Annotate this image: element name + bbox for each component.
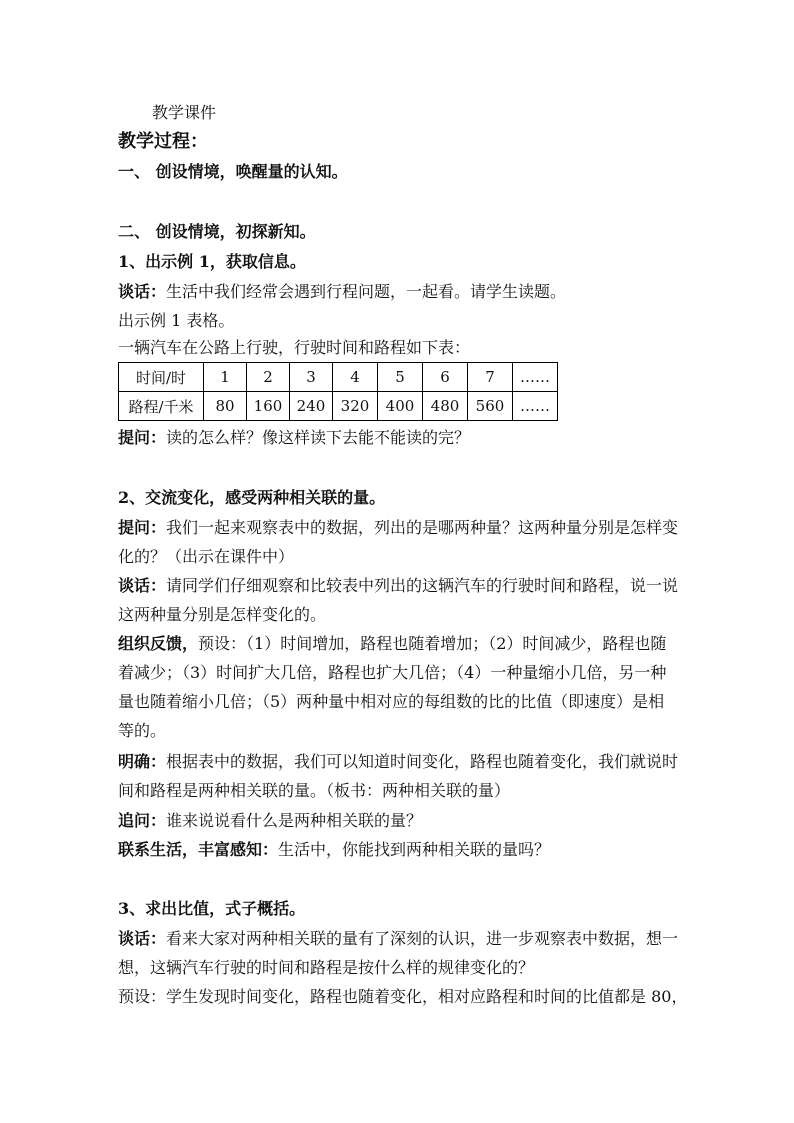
feedback-text: 预设：（1）时间增加，路程也随着增加；（2）时间减少，路程也随: [198, 634, 667, 653]
table-row: [119, 392, 558, 421]
talk-text: 看来大家对两种相关联的量有了深刻的认识，进一步观察表中数据，想一: [166, 929, 679, 948]
clarify-text: 根据表中的数据，我们可以知道时间变化，路程也随着变化，我们就说时: [166, 752, 679, 771]
followup-label: 追问：: [118, 811, 167, 830]
show-table-text: 出示例 1 表格。: [118, 311, 235, 330]
talk-paragraph-2-line-1: [118, 576, 678, 596]
talk-paragraph-3-line-1: [118, 929, 678, 949]
talk-label: 谈话：: [118, 929, 167, 948]
question-text: 读的怎么样？像这样读下去能不能读的完？: [166, 428, 471, 447]
talk-paragraph-2-line-2: 这两种量分别是怎样变化的。: [118, 605, 327, 624]
ask-paragraph-line-2: 化的？（出示在课件中）: [118, 547, 295, 566]
table-cell-ellipsis: ……: [513, 392, 558, 421]
table-cell: 240: [290, 392, 333, 421]
ask-text: 我们一起来观察表中的数据，列出的是哪两种量？这两种量分别是怎样变: [166, 518, 679, 537]
connect-label: 联系生活，丰富感知：: [118, 840, 279, 859]
section-two-title: 二、 创设情境，初探新知。: [118, 222, 316, 241]
courseware-heading: 教学课件: [152, 103, 217, 122]
table-cell-ellipsis: ……: [513, 363, 558, 392]
process-title: 教学过程：: [118, 131, 208, 152]
question-paragraph: [118, 428, 678, 448]
connect-text: 生活中，你能找到两种相关联的量吗？: [278, 840, 551, 859]
talk-label: 谈话：: [118, 576, 167, 595]
table-cell: 3: [290, 363, 333, 392]
step-two-title: 2、交流变化，感受两种相关联的量。: [118, 488, 386, 507]
followup-text: 谁来说说看什么是两种相关联的量？: [166, 811, 423, 830]
table-cell: 6: [423, 363, 468, 392]
table-cell: 7: [468, 363, 513, 392]
feedback-line-1: [118, 634, 678, 654]
followup-paragraph: [118, 811, 678, 831]
feedback-line-3: 量也随着缩小几倍；（5）两种量中相对应的每组数的比的比值（即速度）是相: [118, 692, 665, 711]
table-cell: 480: [423, 392, 468, 421]
table-cell: 560: [468, 392, 513, 421]
connect-paragraph: [118, 840, 678, 860]
feedback-line-2: 着减少；（3）时间扩大几倍，路程也扩大几倍；（4）一种量缩小几倍，另一种: [118, 663, 667, 682]
talk-text: 生活中我们经常会遇到行程问题，一起看。请学生读题。: [166, 282, 567, 301]
step-three-title: 3、求出比值，式子概括。: [118, 899, 306, 918]
problem-statement: 一辆汽车在公路上行驶，行驶时间和路程如下表：: [118, 338, 471, 357]
ask-paragraph-line-1: [118, 518, 678, 538]
table-cell: 320: [333, 392, 378, 421]
feedback-line-4: 等的。: [118, 721, 167, 740]
table-row: [119, 363, 558, 392]
talk-text: 请同学们仔细观察和比较表中列出的这辆汽车的行驶时间和路程，说一说: [166, 576, 679, 595]
table-header-time: 时间/时: [119, 363, 204, 392]
time-distance-table: [118, 362, 558, 421]
table-cell: 4: [333, 363, 378, 392]
clarify-line-1: [118, 752, 678, 772]
feedback-label: 组织反馈，: [118, 634, 199, 653]
step-one-title: 1、出示例 1，获取信息。: [118, 252, 306, 271]
table-cell: 400: [378, 392, 423, 421]
talk-label: 谈话：: [118, 282, 167, 301]
question-label: 提问：: [118, 428, 167, 447]
talk-paragraph-3-line-2: 想，这辆汽车行驶的时间和路程是按什么样的规律变化的？: [118, 958, 535, 977]
table-cell: 1: [204, 363, 247, 392]
table-cell: 160: [247, 392, 290, 421]
ask-label: 提问：: [118, 518, 167, 537]
section-one-title: 一、 创设情境，唤醒量的认知。: [118, 162, 348, 181]
clarify-label: 明确：: [118, 752, 167, 771]
table-cell: 2: [247, 363, 290, 392]
table-header-distance: 路程/千米: [119, 392, 204, 421]
talk-paragraph-1: [118, 282, 678, 302]
clarify-line-2: 间和路程是两种相关联的量。（板书：两种相关联的量）: [118, 781, 511, 800]
table-cell: 80: [204, 392, 247, 421]
table-cell: 5: [378, 363, 423, 392]
preset-paragraph: 预设：学生发现时间变化，路程也随着变化，相对应路程和时间的比值都是 80，: [118, 987, 688, 1006]
